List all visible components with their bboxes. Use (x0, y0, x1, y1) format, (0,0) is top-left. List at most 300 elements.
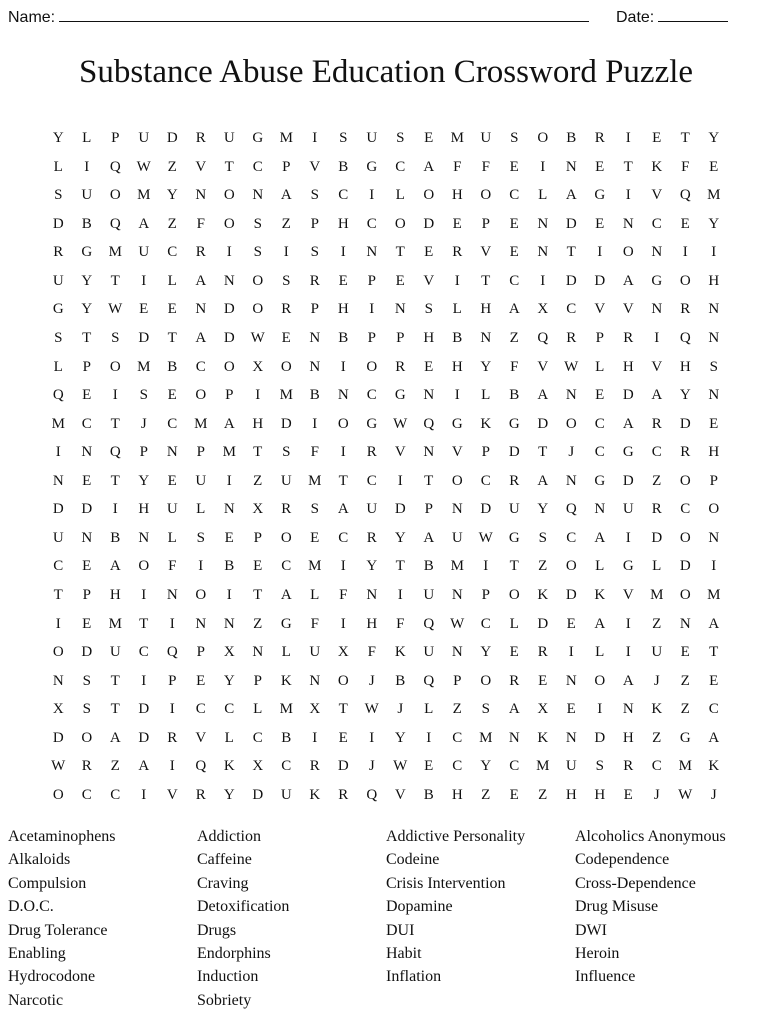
grid-letter: I (312, 130, 318, 146)
grid-letter: U (52, 529, 64, 546)
grid-letter: H (451, 358, 463, 375)
grid-letter: Z (680, 701, 690, 718)
grid-letter: E (509, 644, 519, 661)
word-list-item: D.O.C. (8, 898, 54, 916)
grid-letter: E (224, 529, 234, 546)
grid-letter: K (537, 587, 549, 603)
grid-letter: A (223, 415, 235, 432)
grid-letter: Q (565, 501, 577, 518)
grid-letter: P (367, 329, 376, 346)
grid-letter: M (308, 472, 322, 489)
grid-letter: Y (81, 272, 93, 289)
grid-letter: S (709, 358, 718, 375)
word-list-item: Crisis Intervention (386, 874, 506, 892)
grid-letter: A (537, 387, 549, 404)
grid-letter: Q (537, 329, 549, 346)
grid-letter: I (169, 615, 175, 632)
grid-letter: B (566, 130, 577, 146)
grid-letter: I (112, 501, 118, 518)
grid-letter: N (166, 587, 178, 603)
grid-letter: E (595, 215, 605, 232)
grid-letter: N (52, 472, 64, 489)
grid-letter: S (82, 701, 91, 718)
grid-letter: Q (195, 758, 207, 775)
grid-letter: I (55, 444, 61, 461)
grid-letter: F (310, 444, 319, 461)
grid-letter: S (481, 701, 490, 718)
grid-letter: O (138, 558, 150, 575)
grid-letter: X (252, 501, 264, 518)
grid-letter: S (196, 529, 205, 546)
word-list-item: Alcoholics Anonymous (575, 828, 726, 845)
grid-letter: E (338, 272, 348, 289)
grid-letter: S (595, 758, 604, 775)
grid-letter: W (364, 701, 379, 718)
grid-letter: D (622, 387, 634, 404)
grid-letter: O (109, 187, 121, 204)
grid-letter: P (481, 587, 490, 603)
grid-letter: U (423, 587, 435, 603)
word-list-item: Influence (575, 968, 636, 986)
grid-letter: U (195, 472, 207, 489)
grid-letter: S (282, 444, 291, 461)
grid-letter: C (195, 701, 206, 718)
grid-letter: I (141, 272, 147, 289)
grid-letter: M (707, 187, 721, 204)
grid-letter: Z (652, 472, 662, 489)
word-list-item: Enabling (8, 944, 66, 962)
grid-letter: A (280, 187, 292, 204)
grid-letter: R (309, 758, 320, 775)
grid-letter: W (450, 615, 465, 632)
date-field (616, 6, 728, 27)
grid-letter: G (252, 130, 264, 146)
grid-letter: P (82, 587, 91, 603)
grid-letter: Y (480, 358, 492, 375)
grid-letter: E (167, 472, 177, 489)
grid-letter: L (53, 158, 63, 175)
grid-letter: L (509, 615, 519, 632)
grid-letter: H (109, 587, 121, 603)
grid-letter: E (680, 215, 690, 232)
grid-letter: H (366, 615, 378, 632)
grid-letter: T (538, 444, 548, 461)
grid-letter: I (369, 301, 375, 318)
grid-letter: F (481, 158, 490, 175)
grid-letter: P (196, 444, 205, 461)
grid-letter: Q (366, 786, 378, 803)
grid-letter: S (310, 244, 319, 261)
grid-letter: M (222, 444, 236, 461)
grid-letter: V (394, 444, 406, 461)
grid-letter: E (680, 644, 690, 661)
grid-letter: I (597, 701, 603, 718)
grid-letter: I (226, 244, 232, 261)
grid-letter: E (167, 301, 177, 318)
grid-letter: F (339, 587, 348, 603)
grid-letter: N (195, 187, 207, 204)
grid-letter: L (310, 587, 320, 603)
grid-letter: R (281, 301, 292, 318)
grid-letter: I (141, 786, 147, 803)
grid-letter: C (366, 215, 377, 232)
grid-letter: I (654, 329, 660, 346)
grid-letter: G (508, 415, 520, 432)
grid-letter: N (337, 387, 349, 404)
grid-letter: A (708, 729, 720, 746)
word-list-item: Addictive Personality (386, 828, 526, 845)
grid-letter: E (253, 558, 263, 575)
grid-letter: Y (166, 187, 178, 204)
grid-letter: A (423, 158, 435, 175)
grid-letter: X (252, 358, 264, 375)
grid-letter: A (337, 501, 349, 518)
grid-letter: R (452, 244, 463, 261)
grid-letter: O (280, 529, 292, 546)
grid-letter: O (594, 672, 606, 689)
grid-letter: V (622, 587, 634, 603)
grid-letter: S (310, 187, 319, 204)
grid-letter: N (309, 329, 321, 346)
grid-letter: R (680, 444, 691, 461)
grid-letter: N (166, 444, 178, 461)
grid-letter: I (597, 244, 603, 261)
grid-letter: I (625, 529, 631, 546)
grid-letter: K (223, 758, 235, 775)
word-list-item: Induction (197, 968, 259, 986)
grid-letter: G (280, 615, 292, 632)
grid-letter: O (109, 358, 121, 375)
grid-letter: Z (538, 786, 548, 803)
grid-letter: I (454, 272, 460, 289)
grid-letter: Y (394, 729, 406, 746)
word-list-item: DWI (575, 921, 607, 939)
grid-letter: B (423, 786, 434, 803)
grid-letter: H (708, 444, 720, 461)
grid-letter: R (366, 529, 377, 546)
grid-letter: P (253, 529, 262, 546)
grid-letter: V (166, 786, 178, 803)
grid-letter: O (223, 187, 235, 204)
grid-letter: L (395, 187, 405, 204)
grid-letter: A (508, 701, 520, 718)
grid-letter: T (680, 130, 690, 146)
grid-letter: R (566, 329, 577, 346)
grid-letter: C (566, 529, 577, 546)
grid-letter: U (508, 501, 520, 518)
grid-letter: M (137, 187, 151, 204)
grid-letter: I (711, 558, 717, 575)
grid-letter: P (396, 329, 405, 346)
word-list-item: Addiction (197, 828, 261, 845)
grid-letter: Y (223, 672, 235, 689)
grid-letter: J (140, 415, 147, 432)
word-list-item: Hydrocodone (8, 968, 96, 986)
grid-letter: F (681, 158, 690, 175)
grid-letter: P (139, 444, 148, 461)
grid-letter: N (366, 587, 378, 603)
grid-letter: O (679, 529, 691, 546)
grid-letter: I (454, 387, 460, 404)
grid-letter: U (81, 187, 93, 204)
grid-letter: Z (481, 786, 491, 803)
grid-letter: I (255, 387, 261, 404)
word-list-item: Compulsion (8, 874, 87, 892)
word-list-item: Habit (386, 944, 422, 962)
grid-letter: I (340, 558, 346, 575)
grid-letter: S (538, 529, 547, 546)
grid-letter: C (338, 529, 349, 546)
grid-letter: Z (538, 558, 548, 575)
grid-letter: N (480, 329, 492, 346)
grid-letter: U (280, 472, 292, 489)
grid-letter: I (711, 244, 717, 261)
grid-letter: H (708, 272, 720, 289)
grid-letter: R (366, 444, 377, 461)
grid-letter: O (537, 130, 549, 146)
grid-letter: V (394, 786, 406, 803)
grid-letter: U (109, 644, 121, 661)
grid-letter: I (312, 729, 318, 746)
grid-letter: N (309, 672, 321, 689)
grid-letter: N (537, 215, 549, 232)
grid-letter: V (537, 358, 549, 375)
grid-letter: B (423, 558, 434, 575)
grid-letter: P (196, 644, 205, 661)
grid-letter: Z (452, 701, 462, 718)
grid-letter: D (537, 615, 549, 632)
grid-letter: N (622, 215, 634, 232)
grid-letter: T (224, 158, 234, 175)
grid-letter: R (167, 729, 178, 746)
grid-letter: K (708, 758, 720, 775)
grid-letter: T (395, 558, 405, 575)
grid-letter: E (395, 272, 405, 289)
grid-letter: O (52, 786, 64, 803)
grid-letter: A (565, 187, 577, 204)
grid-letter: N (81, 444, 93, 461)
grid-letter: I (340, 444, 346, 461)
grid-letter: H (679, 358, 691, 375)
grid-letter: O (622, 244, 634, 261)
grid-letter: E (424, 358, 434, 375)
grid-letter: O (52, 644, 64, 661)
grid-letter: U (366, 501, 378, 518)
grid-letter: O (565, 558, 577, 575)
grid-letter: O (679, 472, 691, 489)
grid-letter: D (138, 701, 150, 718)
grid-letter: H (622, 729, 634, 746)
grid-letter: D (52, 729, 64, 746)
grid-letter: T (167, 329, 177, 346)
grid-letter: X (537, 701, 549, 718)
grid-letter: I (540, 272, 546, 289)
grid-letter: N (81, 529, 93, 546)
grid-letter: C (480, 615, 491, 632)
grid-letter: N (423, 444, 435, 461)
grid-letter: E (652, 130, 662, 146)
grid-letter: T (253, 444, 263, 461)
grid-letter: R (537, 644, 548, 661)
grid-letter: S (253, 244, 262, 261)
grid-letter: I (312, 415, 318, 432)
grid-letter: J (653, 786, 660, 803)
grid-letter: L (281, 644, 291, 661)
grid-letter: H (337, 215, 349, 232)
grid-letter: D (508, 444, 520, 461)
grid-letter: K (651, 701, 663, 718)
grid-letter: N (565, 672, 577, 689)
grid-letter: M (536, 758, 550, 775)
grid-letter: O (223, 358, 235, 375)
grid-letter: O (195, 387, 207, 404)
grid-letter: Q (679, 329, 691, 346)
grid-letter: M (137, 358, 151, 375)
grid-letter: L (595, 644, 605, 661)
grid-letter: U (451, 529, 463, 546)
grid-letter: N (651, 244, 663, 261)
grid-letter: T (623, 158, 633, 175)
grid-letter: A (423, 529, 435, 546)
grid-letter: D (679, 558, 691, 575)
grid-letter: M (279, 130, 293, 146)
grid-letter: P (111, 130, 120, 146)
grid-letter: N (52, 672, 64, 689)
grid-letter: T (110, 272, 120, 289)
grid-letter: N (366, 244, 378, 261)
grid-letter: B (309, 387, 320, 404)
grid-letter: E (82, 387, 92, 404)
grid-letter: D (52, 501, 64, 518)
grid-letter: O (679, 272, 691, 289)
grid-letter: E (509, 215, 519, 232)
grid-letter: A (622, 415, 634, 432)
grid-letter: F (510, 358, 519, 375)
grid-letter: N (223, 615, 235, 632)
grid-letter: E (623, 786, 633, 803)
grid-letter: I (169, 758, 175, 775)
grid-letter: D (223, 301, 235, 318)
grid-letter: T (481, 272, 491, 289)
grid-letter: Z (680, 672, 690, 689)
grid-letter: W (393, 758, 408, 775)
grid-letter: H (451, 786, 463, 803)
grid-letter: N (651, 301, 663, 318)
grid-letter: G (366, 158, 378, 175)
grid-letter: P (453, 672, 462, 689)
grid-letter: M (450, 130, 464, 146)
grid-letter: A (651, 387, 663, 404)
grid-letter: P (82, 358, 91, 375)
grid-letter: U (622, 501, 634, 518)
grid-letter: K (394, 644, 406, 661)
grid-letter: N (537, 244, 549, 261)
grid-letter: I (625, 644, 631, 661)
grid-letter: T (395, 244, 405, 261)
grid-letter: M (450, 558, 464, 575)
word-list-item: Codependence (575, 851, 670, 869)
grid-letter: Z (167, 215, 177, 232)
grid-letter: O (81, 729, 93, 746)
grid-letter: M (194, 415, 208, 432)
grid-letter: B (81, 215, 92, 232)
grid-letter: L (167, 529, 177, 546)
grid-letter: W (678, 786, 693, 803)
grid-letter: I (397, 472, 403, 489)
grid-letter: I (141, 672, 147, 689)
grid-letter: E (281, 329, 291, 346)
grid-letter: L (224, 729, 234, 746)
grid-letter: G (508, 529, 520, 546)
grid-letter: B (167, 358, 178, 375)
grid-letter: C (651, 444, 662, 461)
grid-letter: R (195, 244, 206, 261)
grid-letter: O (195, 587, 207, 603)
grid-letter: C (81, 786, 92, 803)
grid-letter: M (707, 587, 721, 603)
grid-letter: R (195, 786, 206, 803)
grid-letter: R (623, 758, 634, 775)
grid-letter: C (281, 758, 292, 775)
grid-letter: D (594, 272, 606, 289)
grid-letter: Y (52, 130, 64, 146)
grid-letter: C (594, 444, 605, 461)
grid-letter: P (225, 387, 234, 404)
grid-letter: L (595, 358, 605, 375)
grid-letter: T (338, 472, 348, 489)
grid-letter: D (651, 529, 663, 546)
grid-letter: I (226, 587, 232, 603)
grid-letter: W (51, 758, 66, 775)
grid-letter: Y (366, 558, 378, 575)
grid-letter: B (338, 158, 349, 175)
grid-letter: C (708, 701, 719, 718)
grid-letter: A (138, 758, 150, 775)
grid-letter: M (308, 558, 322, 575)
grid-letter: E (139, 301, 149, 318)
grid-letter: P (481, 215, 490, 232)
grid-letter: C (566, 301, 577, 318)
grid-letter: S (139, 387, 148, 404)
word-list-item: Codeine (386, 851, 440, 869)
grid-letter: G (651, 272, 663, 289)
grid-letter: B (452, 329, 463, 346)
grid-letter: V (451, 444, 463, 461)
grid-letter: I (625, 130, 631, 146)
grid-letter: C (509, 187, 520, 204)
grid-letter: I (340, 244, 346, 261)
grid-letter: L (595, 558, 605, 575)
grid-letter: R (395, 358, 406, 375)
word-list-item: Alkaloids (8, 851, 71, 869)
grid-letter: D (337, 758, 349, 775)
grid-letter: I (198, 558, 204, 575)
grid-letter: U (309, 644, 321, 661)
grid-letter: D (565, 272, 577, 289)
grid-letter: Y (679, 387, 691, 404)
grid-letter: T (709, 644, 719, 661)
word-list-item: Caffeine (197, 851, 252, 869)
grid-letter: Y (480, 644, 492, 661)
grid-letter: G (366, 415, 378, 432)
grid-letter: Y (223, 786, 235, 803)
grid-letter: O (223, 215, 235, 232)
grid-letter: N (679, 615, 691, 632)
grid-letter: V (622, 301, 634, 318)
grid-letter: T (338, 701, 348, 718)
grid-letter: M (51, 415, 65, 432)
grid-letter: N (252, 187, 264, 204)
